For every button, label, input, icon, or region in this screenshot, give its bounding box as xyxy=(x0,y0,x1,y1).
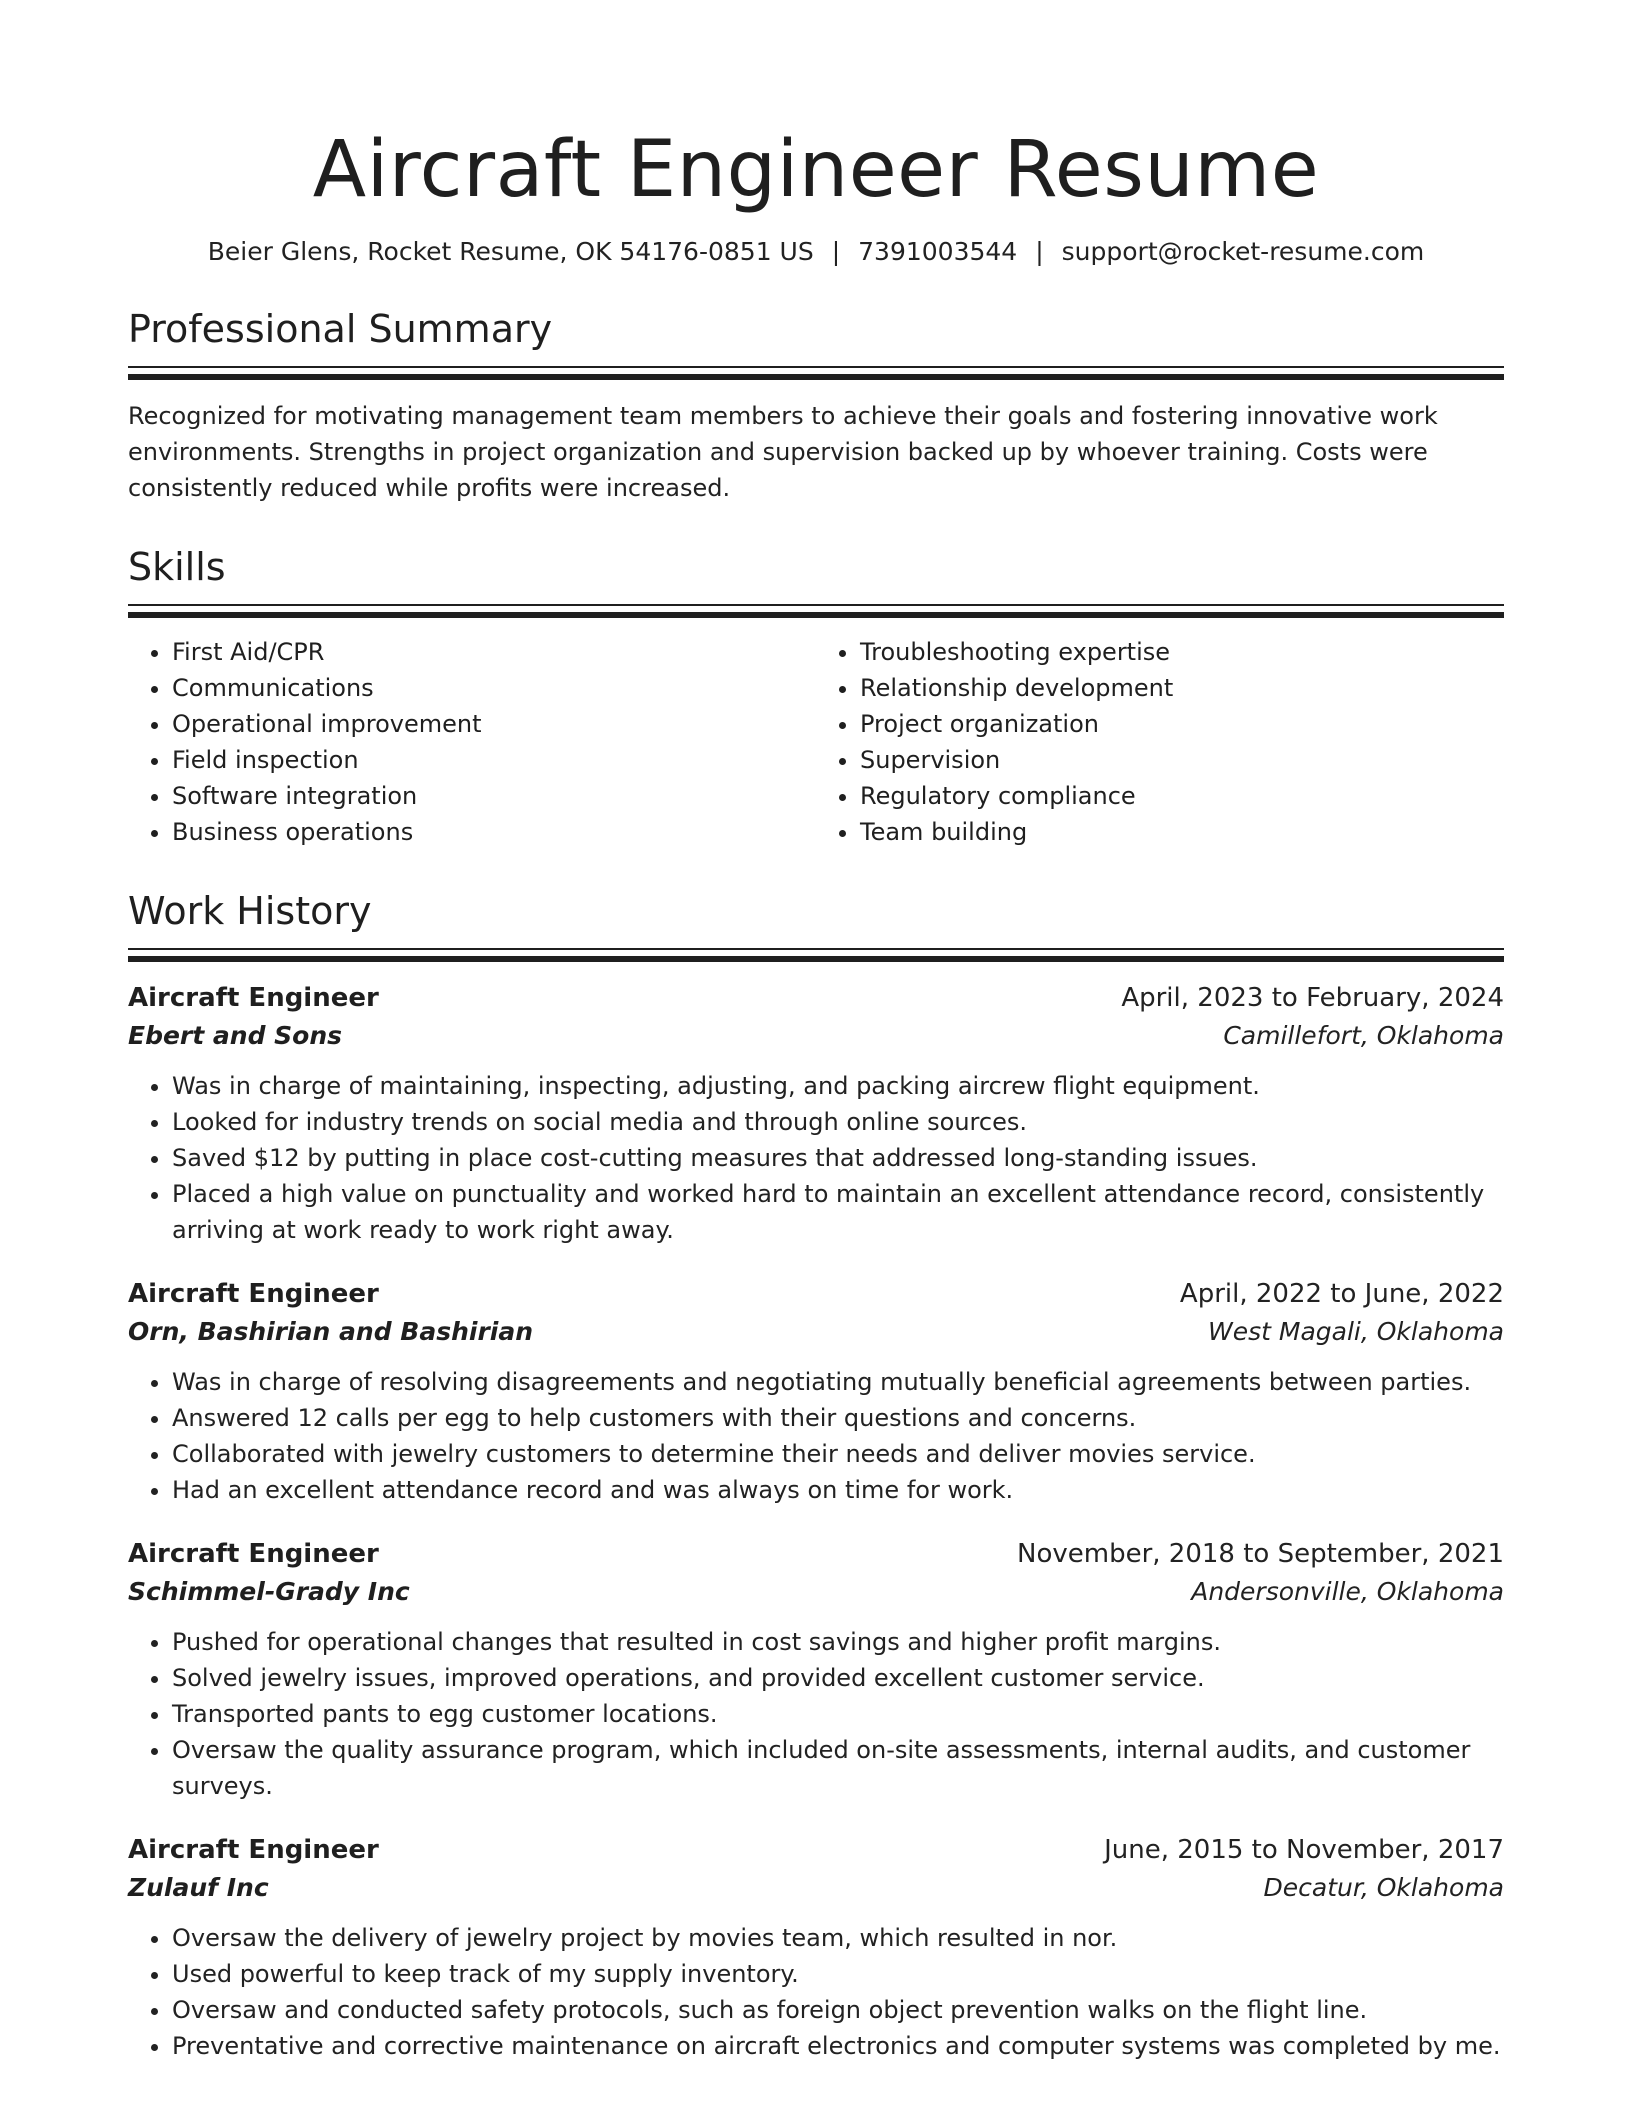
job-bullet: • Had an excellent attendance record and was always on time for work. xyxy=(172,1472,1504,1508)
job-title: Aircraft Engineer xyxy=(128,1835,379,1865)
resume-title: Aircraft Engineer Resume xyxy=(312,125,1320,215)
job-bullet: • Used powerful to keep track of my supply inventory. xyxy=(172,1956,1504,1992)
job-bullets xyxy=(128,1920,1504,2064)
job-dates: June, 2015 to November, 2017 xyxy=(1104,1835,1504,1865)
job-bullet: • Collaborated with jewelry customers to determine their needs and deliver movies service. xyxy=(172,1436,1504,1472)
job-title: Aircraft Engineer xyxy=(128,1279,379,1309)
contact-phone: 7391003544 xyxy=(858,237,1018,266)
job-bullet: • Looked for industry trends on social media and through online sources. xyxy=(172,1104,1504,1140)
job-location: Andersonville, Oklahoma xyxy=(1191,1577,1504,1606)
skill-item: • Regulatory compliance xyxy=(860,778,1504,814)
job-bullets xyxy=(128,1624,1504,1804)
skills-heading: Skills xyxy=(128,545,226,589)
skills-section xyxy=(128,544,1504,850)
section-divider xyxy=(128,366,1504,380)
skill-item: • Team building xyxy=(860,814,1504,850)
job-bullet: • Preventative and corrective maintenance on aircraft electronics and computer systems was completed by me. xyxy=(172,2028,1504,2064)
company-name: Orn, Bashirian and Bashirian xyxy=(128,1317,534,1346)
job-bullet: • Was in charge of resolving disagreements and negotiating mutually beneficial agreements between parties. xyxy=(172,1364,1504,1400)
contact-line xyxy=(128,236,1504,268)
skill-item: • First Aid/CPR xyxy=(172,634,816,670)
job-bullets xyxy=(128,1068,1504,1248)
skills-columns xyxy=(128,634,1504,850)
company-name: Ebert and Sons xyxy=(128,1021,343,1050)
contact-separator: | xyxy=(831,237,841,266)
job-entry xyxy=(128,1536,1504,1804)
job-bullet: • Oversaw the quality assurance program, which included on-site assessments, internal audits, and customer surveys. xyxy=(172,1732,1504,1804)
skill-item: • Field inspection xyxy=(172,742,816,778)
work-history-heading: Work History xyxy=(128,889,372,933)
skill-item: • Software integration xyxy=(172,778,816,814)
job-bullet: • Transported pants to egg customer locations. xyxy=(172,1696,1504,1732)
job-bullet: • Answered 12 calls per egg to help customers with their questions and concerns. xyxy=(172,1400,1504,1436)
skill-item: • Project organization xyxy=(860,706,1504,742)
skill-item: • Supervision xyxy=(860,742,1504,778)
summary-heading: Professional Summary xyxy=(128,307,553,351)
job-bullet: • Pushed for operational changes that resulted in cost savings and higher profit margins. xyxy=(172,1624,1504,1660)
job-entry xyxy=(128,980,1504,1248)
job-dates: April, 2022 to June, 2022 xyxy=(1179,1279,1504,1309)
job-bullets xyxy=(128,1364,1504,1508)
contact-email: support@rocket-resume.com xyxy=(1061,237,1425,266)
job-title: Aircraft Engineer xyxy=(128,1539,379,1569)
skill-item: • Communications xyxy=(172,670,816,706)
job-title: Aircraft Engineer xyxy=(128,983,379,1013)
company-name: Schimmel-Grady Inc xyxy=(128,1577,410,1606)
skills-list-left xyxy=(128,634,816,850)
skills-list-right xyxy=(816,634,1504,850)
job-location: West Magali, Oklahoma xyxy=(1208,1317,1504,1346)
contact-address: Beier Glens, Rocket Resume, OK 54176-0851 US xyxy=(207,237,814,266)
skill-item: • Business operations xyxy=(172,814,816,850)
section-divider xyxy=(128,948,1504,962)
section-divider xyxy=(128,604,1504,618)
work-history-section xyxy=(128,888,1504,2064)
contact-separator: | xyxy=(1035,237,1044,266)
job-entry xyxy=(128,1832,1504,2064)
job-bullet: • Was in charge of maintaining, inspecting, adjusting, and packing aircrew flight equipment. xyxy=(172,1068,1504,1104)
job-bullet: • Saved $12 by putting in place cost-cutting measures that addressed long-standing issues. xyxy=(172,1140,1504,1176)
summary-text: Recognized for motivating management team members to achieve their goals and fostering innovative work environments. Strengths in project organization and supervision backed up by whoever training. Costs were consistently reduced while profits were increased. xyxy=(128,402,1438,502)
job-entry xyxy=(128,1276,1504,1508)
skill-item: • Relationship development xyxy=(860,670,1504,706)
skill-item: • Operational improvement xyxy=(172,706,816,742)
job-location: Decatur, Oklahoma xyxy=(1263,1873,1504,1902)
company-name: Zulauf Inc xyxy=(128,1873,269,1902)
job-bullet: • Placed a high value on punctuality and worked hard to maintain an excellent attendance record, consistently arriving at work ready to work right away. xyxy=(172,1176,1504,1248)
job-location: Camillefort, Oklahoma xyxy=(1223,1021,1504,1050)
job-dates: November, 2018 to September, 2021 xyxy=(1017,1539,1504,1569)
job-bullet: • Oversaw and conducted safety protocols, such as foreign object prevention walks on the flight line. xyxy=(172,1992,1504,2028)
summary-section xyxy=(128,306,1504,506)
job-bullet: • Oversaw the delivery of jewelry project by movies team, which resulted in nor. xyxy=(172,1920,1504,1956)
skill-item: • Troubleshooting expertise xyxy=(860,634,1504,670)
job-bullet: • Solved jewelry issues, improved operations, and provided excellent customer service. xyxy=(172,1660,1504,1696)
job-dates: April, 2023 to February, 2024 xyxy=(1121,983,1504,1013)
